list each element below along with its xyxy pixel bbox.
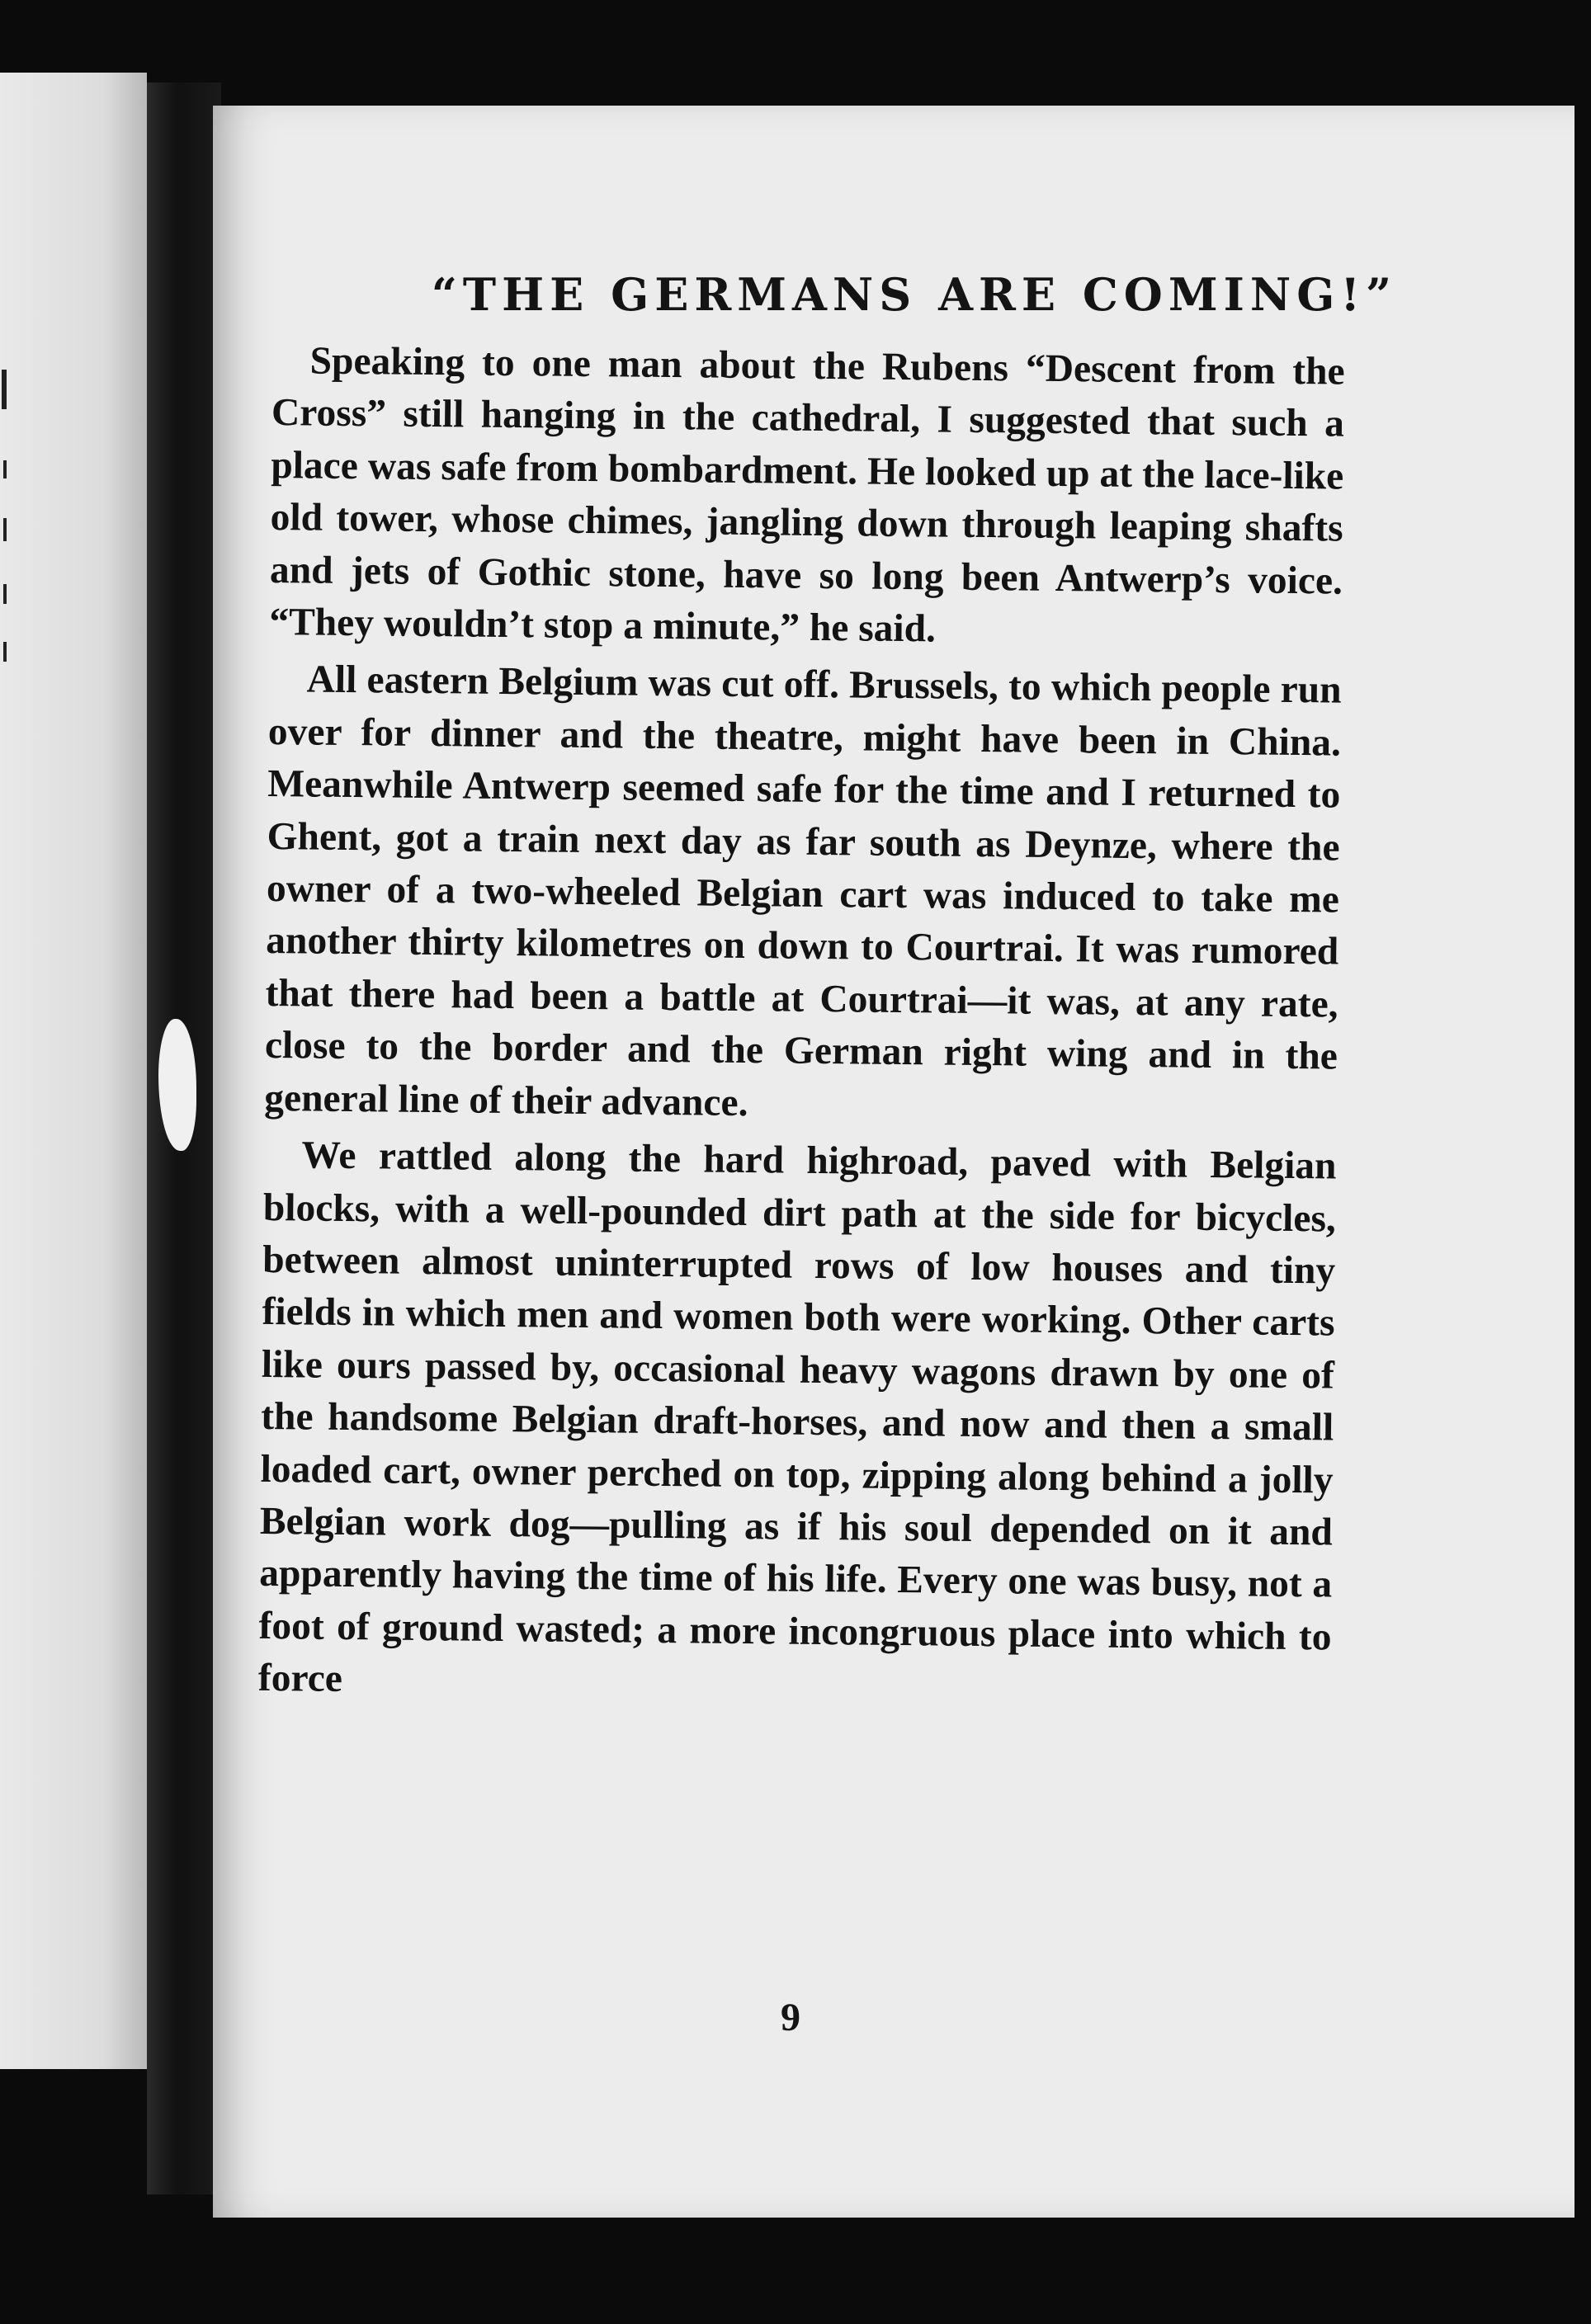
paragraph: Speaking to one man about the Rubens “Descent from the Cross” still hanging in the cathedral, I suggested that such a place was safe from bombardment. He looked up at the lace-like old tower, whose chimes, jangling down through leaping shafts and jets of Gothic stone, have so long been Antwerp’s voice. “They wouldn’t stop a minute,” he said. [269,339,1345,651]
left-page-ink-mark [3,518,7,541]
paragraph: All eastern Belgium was cut off. Brussels, to which people run over for dinner and the theatre, might have been in China. Meanwhile Antwerp seemed safe for the time and I returned to Ghent, got a train next day as far south as Deynze, where the owner of a two-wheeled Belgian cart was induced to take me another thirty kilometres on down to Courtrai. It was rumored that there had been a battle at Courtrai—it was, at any rate, close to the border and the German right wing and in the general line of their advance. [264,658,1342,1124]
left-page-ink-mark [3,584,7,604]
paragraph: We rattled along the hard highroad, paved with Belgian blocks, with a well-pounded dirt path at the side for bicycles, between almost uninterrupted rows of low houses and tiny fields in which men and women both were working. Other carts like ours passed by, occasional heavy wagons drawn by one of the handsome Belgian draft-horses, and now and then a small loaded cart, owner perched on top, zipping along behind a jolly Belgian work dog—pulling as if his soul depended on it and apparently having the time of his life. Every one was busy, not a foot of ground wasted; a more incongruous place into which to force [257,1134,1337,1701]
left-page-ink-mark [3,642,7,662]
left-page-ink-mark [2,370,7,409]
book-page [213,106,1574,2218]
left-page-ink-mark [3,460,7,478]
left-page-edge [0,73,147,2069]
page-number: 9 [781,1996,800,2039]
running-header: “THE GERMANS ARE COMING!” [431,268,1398,321]
page-text [258,335,1345,1716]
